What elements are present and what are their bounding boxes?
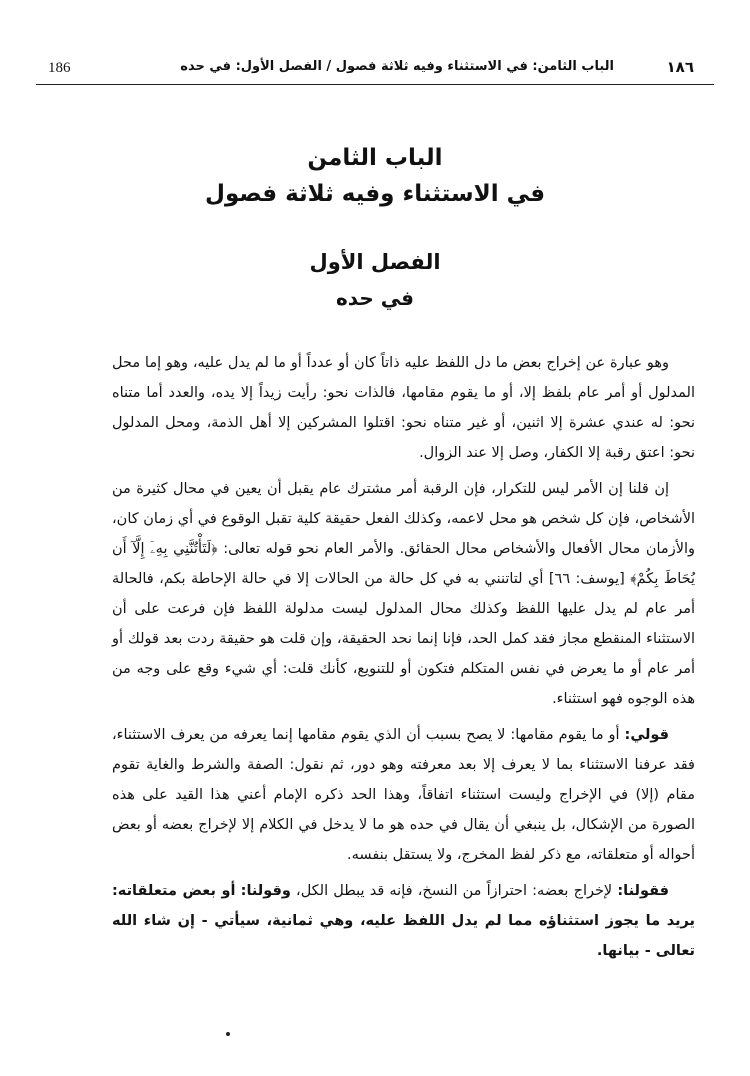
paragraph-2-after-verse: [يوسف: ٦٦] أي لتاتنني به في كل حالة من الحالات إلا في حالة الإحاطة بكم، فالحالة أمر عام لم يدل عليها اللفظ وكذلك محال المدلول ليست مدلولة اللفظ فإن فرعت على أن الاستثناء المنقطع مجاز فقد كمل الحد، فإنا إنما نحد الحقيقة، وإن قلت هو حقيقة ردت بعد قولك أو أمر عام أو ما يعرض في نفس المتكلم فتكون أو للتنويع، كأنك قلت: أي شيء وقع على وجه من هذه الوجوه فهو استثناء. (112, 571, 695, 707)
quran-verse: ﴿لَتَأْتُنَّنِي بِهِۦٓ إِلَّآ أَن يُحَاطَ بِكُمْ﴾ (112, 541, 696, 587)
paragraph-3-text: أو ما يقوم مقامها: لا يصح بسبب أن الذي يقوم مقامها إنما يعرفه من يعرف الاستثناء، فقد عرفنا الاستثناء بما لا يعرف إلا بعد معرفته وهو دور، ثم نقول: الصفة والشرط والغاية تقوم مقام (إلا) في الإخراج وليست استثناء اتفاقاً، وهذا الحد ذكره الإمام أعني هذا القيد على هذه الصورة من الإشكال، بل ينبغي أن يقال في حده هو ما لا يدخل في الكلام إلا لإخراج بعضه أو بعض أحواله أو متعلقاته، مع ذكر لفظ المخرج، ولا يستقل بنفسه. (112, 727, 695, 863)
paragraph-1-text: وهو عبارة عن إخراج بعض ما دل اللفظ عليه ذاتاً كان أو عدداً أو ما لم يدل عليه، وهو إما محل المدلول أو أمر عام بلفظ إلا، أو ما يقوم مقامها، فالذات نحو: رأيت زيداً إلا يده، والعدد أما متناه نحو: له عندي عشرة إلا اثنين، أو غير متناه نحو: اقتلوا المشركين إلا أهل الذمة، ومحل المدلول نحو: اعتق رقبة إلا الكفار، وصل إلا عند الزوال. (112, 355, 695, 461)
running-title: الباب الثامن: في الاستثناء وفيه ثلاثة فصول / الفصل الأول: في حده (180, 59, 614, 74)
paragraph-2-before-verse: إن قلنا إن الأمر ليس للتكرار، فإن الرقبة أمر مشترك عام يقبل أن يعين في محال كثيرة من الأشخاص، فإن كل شخص هو محل لاعمه، وكذلك الفعل حقيقة كلية تقبل الوقوع في أي زمان كان، والأزمان محال الأفعال والأشخاص محال الحقائق. والأمر العام نحو قوله تعالى: (112, 481, 695, 557)
section-subtitle: في حده (335, 286, 415, 310)
chapter-headings (0, 140, 750, 316)
paragraph-4-text-2: أو بعض متعلقاته: (112, 883, 236, 899)
running-header (36, 48, 714, 85)
paragraph-3 (112, 720, 695, 870)
section-title: الفصل الأول (309, 250, 441, 274)
paragraph-4-text-1: لإخراج بعضه: احترازاً من النسخ، فإنه قد يبطل الكل، (296, 883, 613, 899)
chapter-title: الباب الثامن (307, 145, 443, 171)
page-number-arabic: ١٨٦ (666, 58, 694, 76)
paragraph-2 (112, 474, 695, 714)
ink-dot (226, 1032, 230, 1036)
paragraph-3-lead: قولي: (624, 727, 670, 743)
body-text (112, 348, 695, 966)
paragraph-4-lead: فقولنا: (617, 883, 670, 899)
paragraph-4 (112, 876, 695, 966)
paragraph-4-text-3: يريد ما يجوز استثناؤه مما لم يدل اللفظ عليه، وهي ثمانية، سيأتي - إن شاء الله تعالى - بيانها. (112, 913, 695, 959)
paragraph-1 (112, 348, 695, 468)
page-number-latin: 186 (48, 60, 71, 76)
paragraph-4-lead-2: وقولنا: (240, 883, 291, 899)
chapter-subtitle: في الاستثناء وفيه ثلاثة فصول (204, 181, 546, 207)
